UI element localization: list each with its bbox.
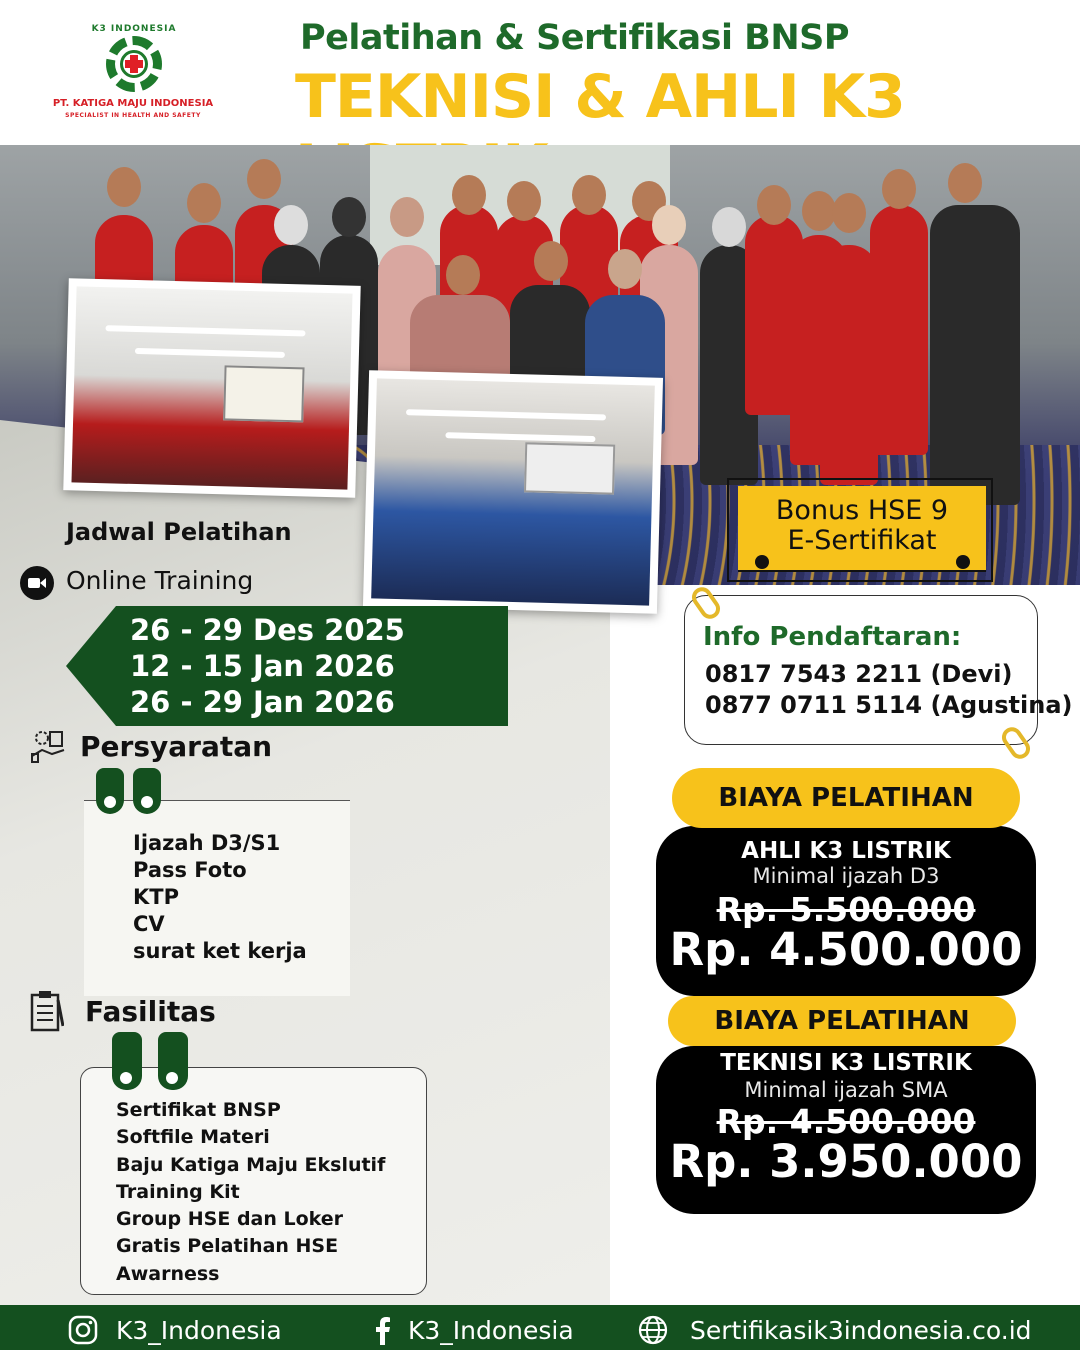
list-item: CV [133, 912, 165, 936]
classroom-photo-2 [363, 370, 663, 614]
website-link[interactable]: Sertifikasik3indonesia.co.id [690, 1316, 1032, 1345]
company-name: PT. KATIGA MAJU INDONESIA [52, 98, 214, 109]
price-label: BIAYA PELATIHAN [668, 996, 1016, 1046]
schedule-title: Jadwal Pelatihan [66, 518, 292, 546]
clipboard-icon [30, 990, 64, 1032]
facilities-list [116, 1097, 385, 1288]
course-name: AHLI K3 LISTRIK [741, 838, 951, 864]
classroom-photo-1 [63, 278, 360, 498]
pin-icon [755, 555, 769, 569]
registration-title: Info Pendaftaran: [703, 622, 962, 652]
page-title: TEKNISI & AHLI K3 [295, 62, 905, 132]
instagram-handle[interactable]: K3_Indonesia [116, 1316, 282, 1345]
schedule-date: 12 - 15 Jan 2026 [130, 649, 395, 683]
old-price: Rp. 5.500.000 [716, 890, 976, 929]
list-item: Sertifikat BNSP [116, 1099, 281, 1121]
list-item: Gratis Pelatihan HSE [116, 1235, 339, 1258]
schedule-date: 26 - 29 Des 2025 [130, 613, 405, 647]
new-price: Rp. 4.500.000 [669, 923, 1023, 976]
page-subtitle: Pelatihan & Sertifikasi BNSP [300, 18, 849, 58]
pin-icon [956, 555, 970, 569]
list-item: Pass Foto [133, 858, 247, 882]
facebook-icon[interactable] [368, 1315, 398, 1345]
facebook-handle[interactable]: K3_Indonesia [408, 1316, 574, 1345]
list-item: Training Kit [116, 1180, 240, 1203]
bonus-badge [738, 486, 986, 572]
new-price: Rp. 3.950.000 [669, 1135, 1023, 1188]
globe-icon[interactable] [638, 1315, 668, 1345]
schedule-date: 26 - 29 Jan 2026 [130, 685, 395, 719]
list-item: Ijazah D3/S1 [133, 831, 281, 855]
instagram-icon[interactable] [68, 1315, 98, 1345]
list-item: KTP [133, 885, 179, 909]
training-mode: Online Training [66, 566, 254, 595]
list-item: Softfile Materi [116, 1126, 270, 1149]
requirements-list [133, 830, 307, 965]
schedule-dates [130, 612, 405, 720]
quote-mark-icon [133, 768, 161, 814]
company-logo [48, 22, 218, 127]
quote-mark-icon [158, 1032, 188, 1090]
old-price: Rp. 4.500.000 [716, 1102, 976, 1141]
quote-mark-icon [112, 1032, 142, 1090]
price-label: BIAYA PELATIHAN [672, 768, 1020, 828]
list-item: Group HSE dan Loker [116, 1208, 344, 1231]
quote-mark-icon [96, 768, 124, 814]
list-item: Awarness [116, 1262, 220, 1285]
price-card-teknisi [656, 1046, 1036, 1214]
requirements-title: Persyaratan [80, 730, 273, 763]
course-requirement: Minimal ijazah D3 [752, 864, 940, 888]
list-item: Baju Katiga Maju Ekslutif [116, 1153, 386, 1176]
price-card-ahli [656, 826, 1036, 996]
contact-phone[interactable]: 0877 0711 5114 (Agustina) [705, 691, 1073, 719]
contact-phone[interactable]: 0817 7543 2211 (Devi) [705, 660, 1013, 688]
bonus-line1: Bonus HSE 9 [775, 495, 949, 526]
video-camera-icon [20, 566, 54, 600]
course-name: TEKNISI K3 LISTRIK [720, 1050, 972, 1076]
requirements-gear-hand-icon [30, 728, 66, 764]
logo-arc-text: K3 INDONESIA [91, 24, 177, 34]
list-item: surat ket kerja [133, 939, 307, 963]
course-requirement: Minimal ijazah SMA [744, 1078, 948, 1102]
facilities-title: Fasilitas [85, 995, 216, 1028]
company-tagline: SPECIALIST IN HEALTH AND SAFETY [65, 112, 201, 119]
bonus-line2: E-Sertifikat [787, 525, 937, 556]
